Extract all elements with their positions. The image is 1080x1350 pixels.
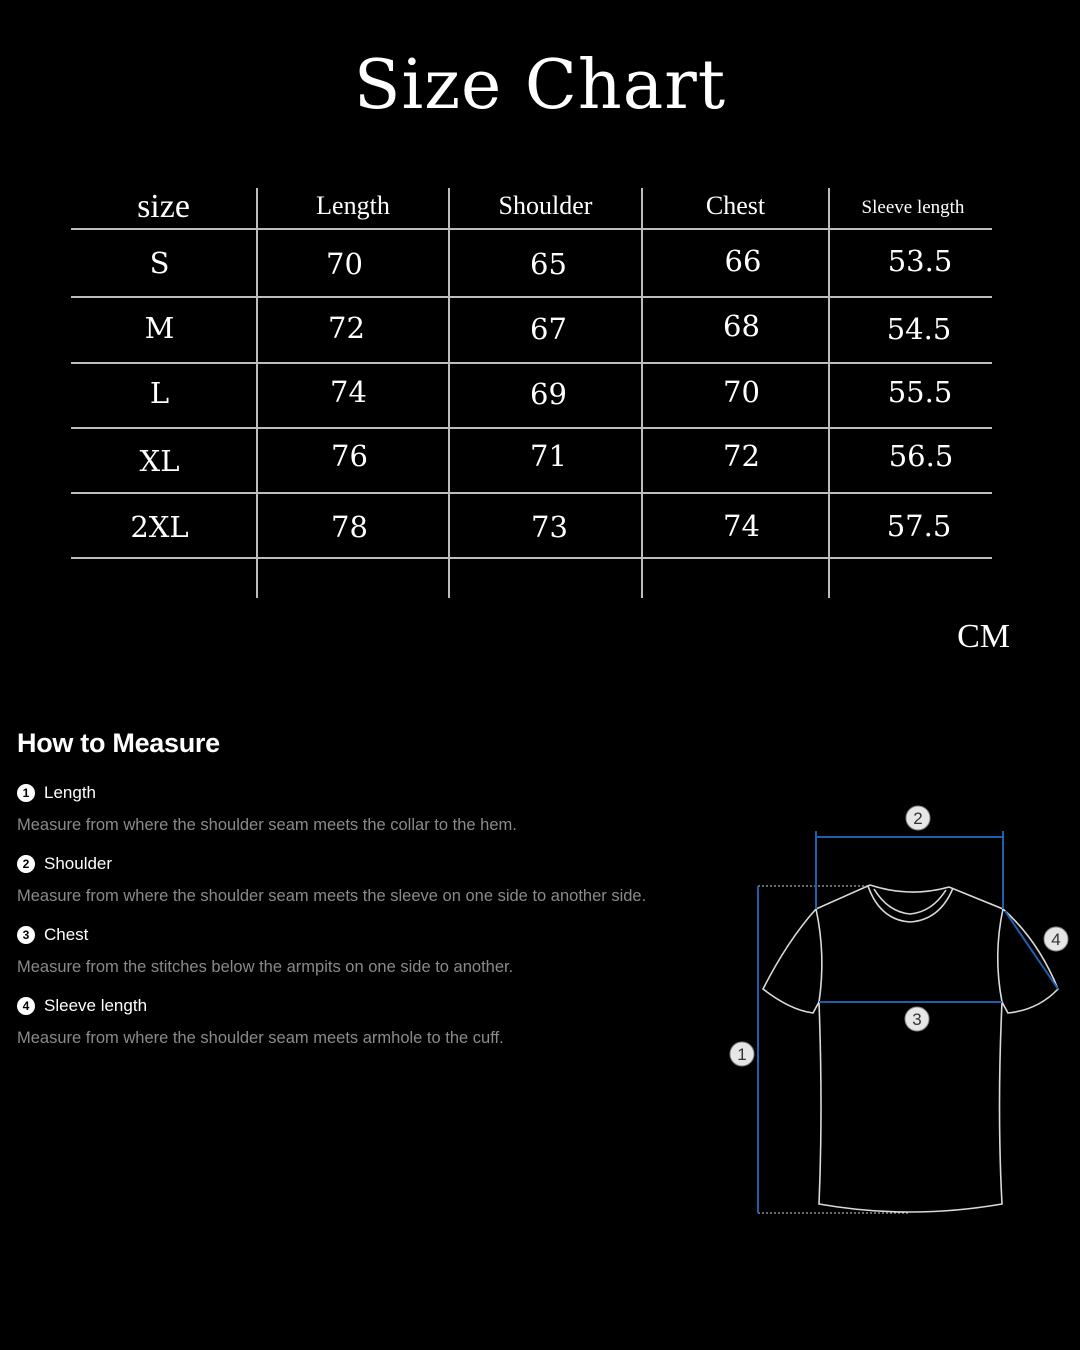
table-divider — [71, 362, 992, 364]
cell-length: 74 — [330, 375, 367, 409]
cell-length: 70 — [326, 247, 363, 281]
unit-label: CM — [957, 618, 1010, 655]
cell-shoulder: 73 — [531, 510, 568, 544]
cell-sleeve: 53.5 — [887, 244, 953, 278]
page-title: Size Chart — [353, 46, 727, 125]
cell-length: 72 — [328, 311, 365, 345]
tshirt-outline-icon — [720, 790, 1080, 1230]
cell-chest: 72 — [723, 439, 760, 473]
step-description: Measure from where the shoulder seam meets the sleeve on one side to another side. — [17, 887, 647, 905]
step-description: Measure from the stitches below the armpits on one side to another. — [17, 958, 514, 976]
cell-chest: 68 — [723, 309, 760, 343]
marker-2: 2 — [913, 809, 923, 828]
size-table — [71, 188, 992, 598]
cell-shoulder: 65 — [530, 247, 567, 281]
step-label: Sleeve length — [44, 996, 148, 1015]
header-size: size — [137, 188, 190, 225]
marker-4: 4 — [1051, 930, 1061, 949]
step-label: Shoulder — [44, 854, 113, 873]
step-description: Measure from where the shoulder seam meets armhole to the cuff. — [17, 1029, 504, 1047]
header-sleeve-length: Sleeve length — [861, 197, 965, 218]
table-divider — [71, 427, 992, 429]
table-divider — [71, 296, 992, 298]
number-3-icon: 3 — [17, 926, 35, 944]
tshirt-measurement-diagram — [720, 790, 1080, 1230]
cell-sleeve: 54.5 — [886, 312, 952, 346]
header-length: Length — [316, 191, 390, 220]
step-label: Length — [44, 783, 96, 802]
cell-shoulder: 67 — [530, 312, 567, 346]
number-4-icon: 4 — [17, 997, 35, 1015]
cell-sleeve: 56.5 — [888, 439, 954, 473]
number-1-icon: 1 — [17, 784, 35, 802]
section-heading: How to Measure — [17, 728, 220, 758]
cell-shoulder: 69 — [530, 377, 567, 411]
step-chest — [17, 921, 646, 992]
marker-3: 3 — [912, 1010, 922, 1029]
step-shoulder — [17, 850, 646, 921]
table-divider — [71, 557, 992, 559]
cell-chest: 66 — [724, 244, 762, 278]
cell-size: 2XL — [130, 510, 189, 544]
cell-size: XL — [139, 444, 180, 478]
cell-sleeve: 57.5 — [886, 509, 952, 543]
cell-size: S — [149, 246, 170, 280]
cell-size: M — [144, 311, 175, 345]
marker-1: 1 — [737, 1045, 747, 1064]
cell-length: 78 — [331, 510, 368, 544]
cell-length: 76 — [331, 439, 368, 473]
how-to-measure-section — [17, 728, 646, 1063]
step-length — [17, 779, 646, 850]
cell-size: L — [149, 376, 170, 410]
cell-shoulder: 71 — [530, 439, 567, 473]
step-label: Chest — [44, 925, 89, 944]
cell-sleeve: 55.5 — [887, 375, 953, 409]
cell-chest: 70 — [723, 375, 760, 409]
header-shoulder: Shoulder — [498, 191, 593, 220]
table-divider — [71, 228, 992, 230]
step-description: Measure from where the shoulder seam meets the collar to the hem. — [17, 816, 517, 834]
number-2-icon: 2 — [17, 855, 35, 873]
header-chest: Chest — [705, 191, 766, 220]
cell-chest: 74 — [723, 509, 760, 543]
step-sleeve-length — [17, 992, 646, 1063]
table-divider — [71, 492, 992, 494]
